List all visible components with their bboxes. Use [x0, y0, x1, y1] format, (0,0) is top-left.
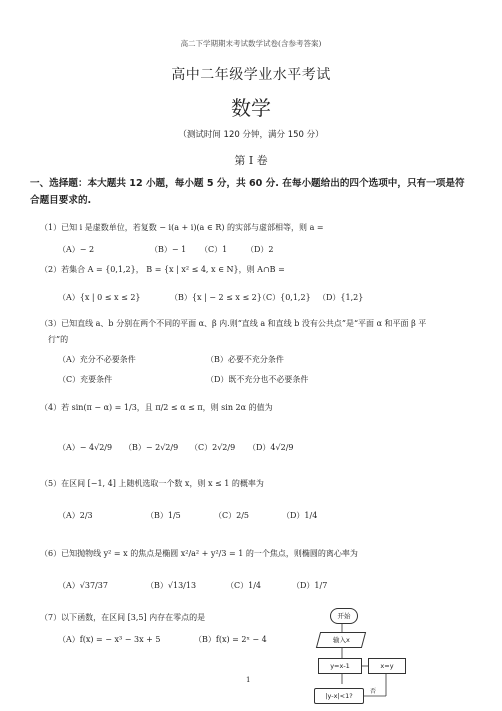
- q1-option-a: （A）− 2: [58, 245, 95, 254]
- q5-option-a: （A）2/3: [58, 511, 93, 520]
- q1-option-c: （C）1: [200, 245, 228, 254]
- question-4-stem: （4）若 sin(π − α) = 1/3，且 π/2 ≤ α ≤ π，则 sin 2α 的值为: [40, 403, 273, 412]
- flow-input-label: 输入x: [332, 636, 350, 644]
- flow-input: [316, 632, 366, 648]
- question-1-stem: （1）已知 i 是虚数单位，若复数 − i(a + i)(a ∈ R) 的实部与虚部相等，则 a =: [40, 223, 324, 232]
- flow-condition: |y-x|<1?: [314, 688, 364, 704]
- q3-option-d: （D）既不充分也不必要条件: [206, 375, 309, 384]
- q5-option-c: （C）2/5: [214, 511, 249, 520]
- q1-option-d: （D）2: [246, 245, 274, 254]
- q7-option-b: （B）f(x) = 2ˣ − 4: [194, 635, 267, 644]
- q6-option-b: （B）√13/13: [146, 581, 197, 590]
- flow-box-y: y=x-1: [318, 658, 362, 674]
- q3-option-b: （B）必要不充分条件: [206, 355, 284, 364]
- page-number: 1: [246, 676, 251, 684]
- q2-option-c: （C）{0,1,2}: [258, 293, 311, 302]
- flow-start: 开始: [330, 608, 358, 624]
- subject-title: 数学: [231, 96, 271, 120]
- q7-option-a: （A）f(x) = − x³ − 3x + 5: [58, 635, 161, 644]
- q3-option-c: （C）充要条件: [58, 375, 113, 384]
- q2-option-d: （D）{1,2}: [318, 293, 364, 302]
- flow-box-x: x=y: [368, 658, 406, 674]
- exam-note: （测试时间 120 分钟，满分 150 分）: [178, 130, 324, 140]
- q4-option-c: （C）2√2/9: [190, 443, 236, 452]
- question-3-stem: （3）已知直线 a、b 分别在两个不同的平面 α、β 内.则“直线 a 和直线 b 没有公共点”是“平面 α 和平面 β 平: [40, 319, 427, 328]
- q1-option-b: （B）− 1: [150, 245, 187, 254]
- question-2-stem: （2）若集合 A = {0,1,2}， B = {x | x² ≤ 4, x ∈ N}，则 A∩B =: [40, 265, 285, 274]
- flow-no-label: 否: [370, 688, 377, 695]
- q2-option-a: （A）{x | 0 ≤ x ≤ 2}: [58, 293, 141, 302]
- q4-option-a: （A）− 4√2/9: [58, 443, 113, 452]
- question-6-stem: （6）已知抛物线 y² = x 的焦点是椭圆 x²/a² + y²/3 = 1 的一个焦点，则椭圆的离心率为: [40, 549, 358, 558]
- q6-option-d: （D）1/7: [292, 581, 328, 590]
- q6-option-a: （A）√37/37: [58, 581, 108, 590]
- exam-title: 高中二年级学业水平考试: [171, 67, 331, 83]
- section-heading: 一、选择题：本大题共 12 小题，每小题 5 分，共 60 分. 在每小题给出的四个选项中，只有一项是符合题目要求的.: [30, 178, 465, 206]
- question-3-stem-cont: 行”的: [48, 335, 69, 344]
- question-7-stem: （7）以下函数，在区间 [3,5] 内存在零点的是: [40, 613, 206, 622]
- q4-option-b: （B）− 2√2/9: [124, 443, 179, 452]
- q2-option-b: （B）{x | − 2 ≤ x ≤ 2}: [170, 293, 262, 302]
- q4-option-d: （D）4√2/9: [248, 443, 294, 452]
- page-header: 高二下学期期末考试数学试卷(含参考答案): [180, 39, 322, 48]
- q5-option-b: （B）1/5: [146, 511, 181, 520]
- q6-option-c: （C）1/4: [226, 581, 261, 590]
- volume-title: 第 I 卷: [234, 154, 268, 167]
- q3-option-a: （A）充分不必要条件: [58, 355, 136, 364]
- q5-option-d: （D）1/4: [282, 511, 318, 520]
- question-5-stem: （5）在区间 [−1, 4] 上随机选取一个数 x，则 x ≤ 1 的概率为: [40, 479, 264, 488]
